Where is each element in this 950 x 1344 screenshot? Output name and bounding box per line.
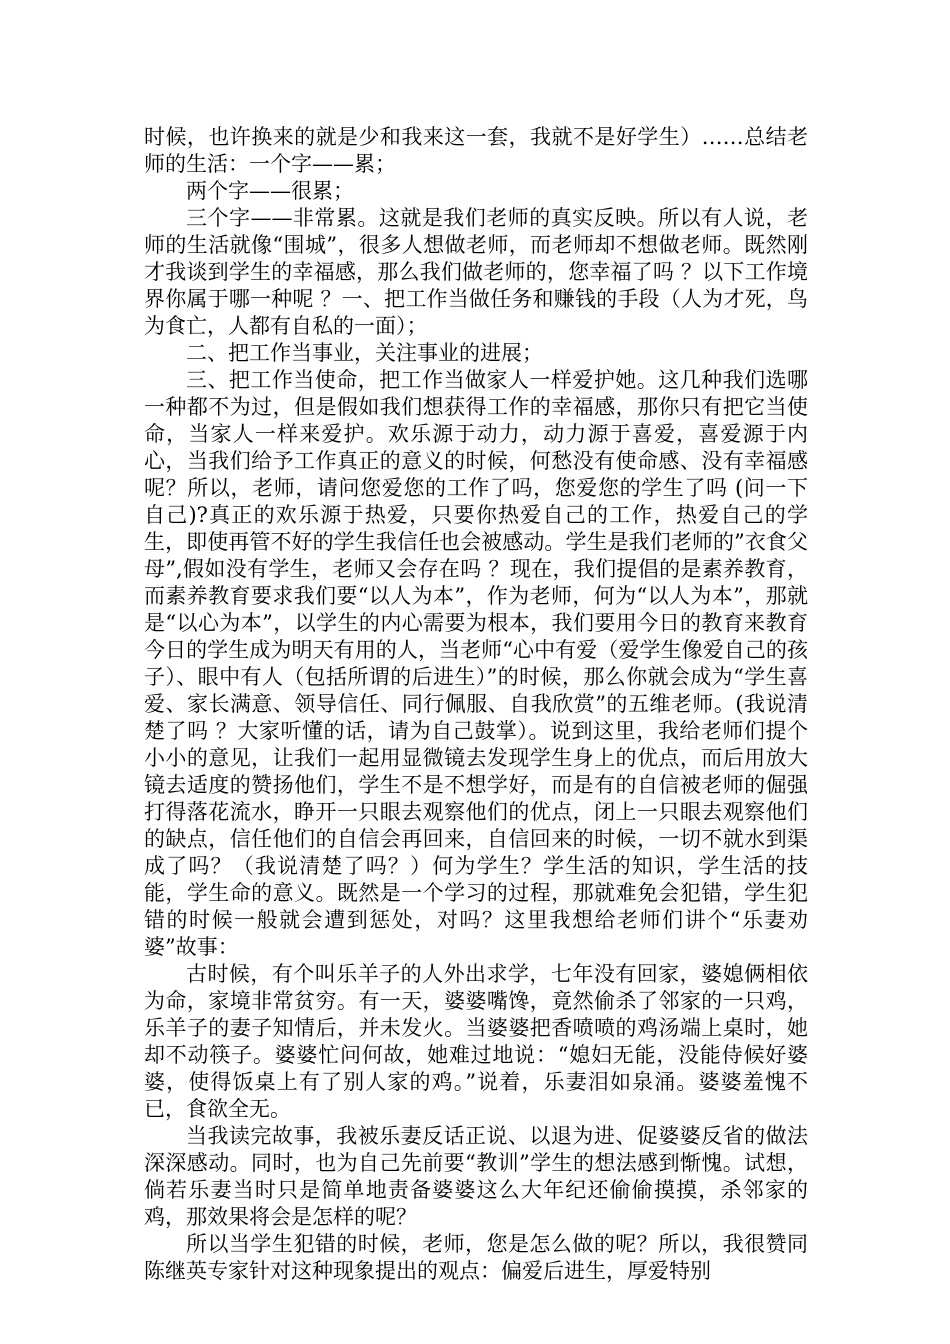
paragraph-4: 二、把工作当事业，关注事业的进展； [186,341,543,365]
document-body [144,124,808,1285]
paragraph-1: 时候，也许换来的就是少和我来这一套，我就不是好学生）……总结老师的生活：一个字——累； [144,125,808,176]
paragraph-3: 三个字——非常累。这就是我们老师的真实反映。所以有人说，老师的生活就像“围城”，很多人想做老师，而老师却不想做老师。既然刚才我谈到学生的幸福感，那么我们做老师的，您幸福了吗 ？以下工作境界你属于哪一种呢 ？一、把工作当做任务和赚钱的手段（人为才死，鸟为食亡，人都有自私的一面）； [144,206,808,338]
paragraph-8: 所以当学生犯错的时候，老师，您是怎么做的呢？所以，我很赞同陈继英专家针对这种现象提出的观点：偏爱后进生，厚爱特别 [144,1232,808,1283]
paragraph-2: 两个字——很累； [186,179,354,203]
paragraph-6: 古时候，有个叫乐羊子的人外出求学，七年没有回家，婆媳俩相依为命，家境非常贫穷。有一天，婆婆嘴馋，竟然偷杀了邻家的一只鸡，乐羊子的妻子知情后，并未发火。当婆婆把香喷喷的鸡汤端上桌时，她却不动筷子。婆婆忙问何故，她难过地说：“媳妇无能，没能侍候好婆婆，使得饭桌上有了别人家的鸡。”说着，乐妻泪如泉涌。婆婆羞愧不已，食欲全无。 [144,962,808,1121]
paragraph-7: 当我读完故事，我被乐妻反话正说、以退为进、促婆婆反省的做法深深感动。同时，也为自己先前要“教训”学生的想法感到惭愧。试想，倘若乐妻当时只是简单地责备婆婆这么大年纪还偷偷摸摸，杀邻家的鸡，那效果将会是怎样的呢？ [144,1124,808,1229]
paragraph-5: 三、把工作当使命，把工作当做家人一样爱护她。这几种我们选哪一种都不为过，但是假如我们想获得工作的幸福感，那你只有把它当使命，当家人一样来爱护。欢乐源于动力，动力源于喜爱，喜爱源于内心，当我们给予工作真正的意义的时候，何愁没有使命感、没有幸福感呢？所以，老师，请问您爱您的工作了吗，您爱您的学生了吗 (问一下自己)?真正的欢乐源于热爱，只要你热爱自己的工作，热爱自己的学生，即使再管不好的学生我信任也会被感动。学生是我们老师的”衣食父母”,假如没有学生，老师又会存在吗 ？现在，我们提倡的是素养教育，而素养教育要求我们要“以人为本”，作为老师，何为“以人为本”，那就是“以心为本”，以学生的内心需要为根本，我们要用今日的教育来教育今日的学生成为明天有用的人，当老师“心中有爱（爱学生像爱自己的孩子）、眼中有人（包括所谓的后进生）”的时候，那么你就会成为“学生喜爱、家长满意、领导信任、同行佩服、自我欣赏”的五维老师。(我说清楚了吗 ？大家听懂的话，请为自己鼓掌）。说到这里，我给老师们提个小小的意见，让我们一起用显微镜去发现学生身上的优点，而后用放大镜去适度的赞扬他们，学生不是不想学好，而是有的自信被老师的倔强打得落花流水，睁开一只眼去观察他们的优点，闭上一只眼去观察他们的缺点，信任他们的自信会再回来，自信回来的时候，一切不就水到渠成了吗？（我说清楚了吗？）何为学生？学生活的知识，学生活的技能，学生命的意义。既然是一个学习的过程，那就难免会犯错，学生犯错的时候一般就会遭到惩处，对吗？这里我想给老师们讲个“乐妻劝婆”故事： [144,368,808,959]
